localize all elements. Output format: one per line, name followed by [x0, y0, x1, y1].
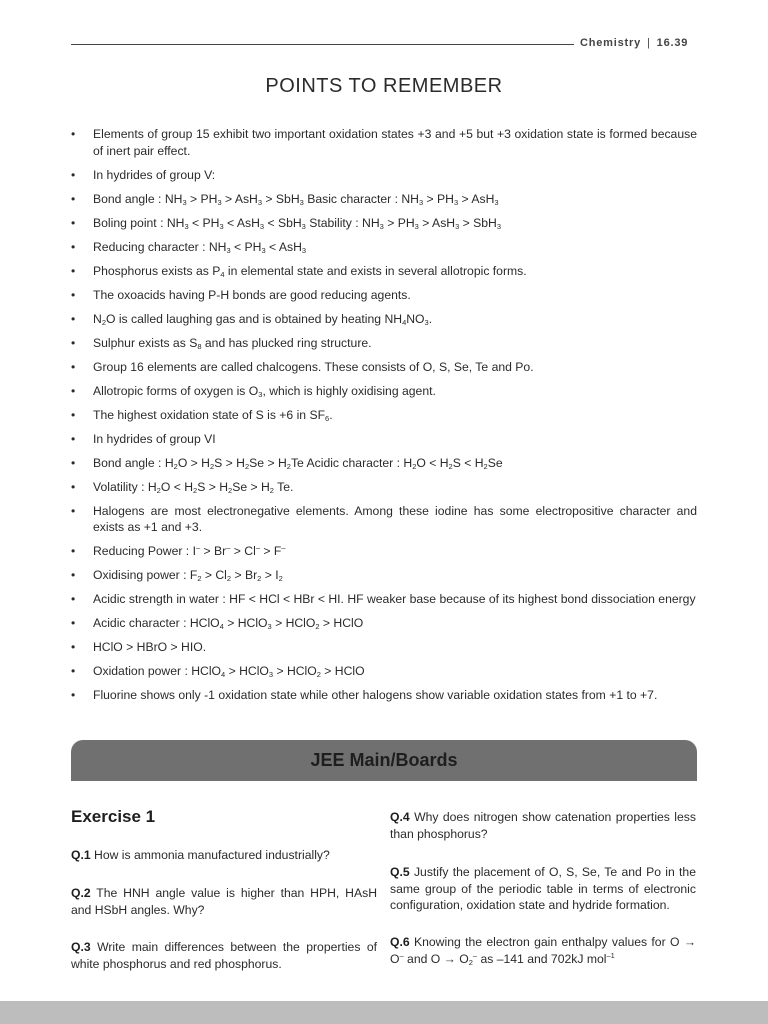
bullet-item: • Group 16 elements are called chalcogens. These consists of O, S, Se, Te and Po. [71, 359, 534, 374]
footer-bar [0, 1001, 768, 1024]
question-label: Q.2 [71, 886, 91, 900]
bullet-item: • $N_2O$ is called laughing gas and is obtained by heating $NH_4NO_3$. [71, 311, 433, 327]
bullet-item: • Elements of group 15 exhibit two important oxidation states +3 and +5 but +3 oxidation state is formed because of inert pair effect. [71, 127, 697, 158]
section-band [71, 740, 697, 781]
section-band-title: JEE Main/Boards [310, 750, 458, 770]
bullet-icon: • [71, 455, 76, 470]
bullet-icon: • [71, 592, 76, 606]
page-title: POINTS TO REMEMBER [265, 75, 503, 97]
question-text: Write main differences between the properties of white phosphorus and red phosphorus. [71, 940, 377, 971]
bullet-icon: • [71, 568, 76, 582]
bullet-icon: • [71, 407, 76, 422]
exercise-heading: Exercise 1 [71, 807, 156, 826]
bullet-item: • Oxidising power : $F_2 > Cl_2 > Br_2 > I_2$ [71, 568, 283, 583]
bullet-icon: • [71, 215, 76, 230]
question-1 [71, 847, 377, 864]
bullet-icon: • [71, 359, 76, 374]
bullet-icon: • [71, 287, 76, 302]
header-separator: | [647, 37, 651, 49]
question-6 [390, 934, 696, 967]
header-subject: Chemistry [580, 37, 641, 49]
bullet-item: • Boling point : $NH_3 < PH_3 < AsH_3 < SbH_3$ Stability : $NH_3 > PH_3 > AsH_3 > SbH_3$ [71, 215, 502, 231]
bullet-icon: • [71, 688, 76, 702]
header-rule [71, 44, 574, 45]
points-list [71, 126, 697, 711]
bullet-item: • Allotropic forms of oxygen is $O_3$, which is highly oxidising agent. [71, 383, 436, 399]
question-label: Q.1 [71, 848, 91, 862]
question-text: Justify the placement of O, S, Se, Te and Po in the same group of the periodic table in terms of electronic configuration, oxidation state and hydride formation. [390, 865, 696, 912]
running-header [580, 37, 688, 49]
bullet-icon: • [71, 239, 76, 254]
bullet-item: • Reducing Power : I– > Br– > Cl– > F– [71, 543, 286, 558]
question-label: Q.5 [390, 865, 410, 879]
bullet-item: • Reducing character : $NH_3 < PH_3 < AsH_3$ [71, 239, 307, 255]
bullet-item: • In hydrides of group VI [71, 431, 216, 446]
bullet-icon: • [71, 311, 76, 326]
question-2 [71, 885, 377, 918]
bullet-icon: • [71, 431, 76, 446]
question-text: Knowing the electron gain enthalpy values for O → O– and $O \to O_2^-$ as –141 and 702kJ mol$^{-1}$ [390, 935, 696, 967]
bullet-icon: • [71, 335, 76, 350]
bullet-icon: • [71, 664, 76, 678]
bullet-item: • The oxoacids having P-H bonds are good reducing agents. [71, 287, 411, 302]
question-4 [390, 809, 696, 842]
bullet-icon: • [71, 383, 76, 398]
bullet-item: • Halogens are most electronegative elements. Among these iodine has some electropositive character and exists as +1 and +3. [71, 503, 697, 534]
bullet-icon: • [71, 191, 76, 206]
bullet-item: • Bond angle : $H_2O > H_2S > H_2Se > H_2Te$ Acidic character : $H_2O < H_2S < H_2Se$ [71, 455, 503, 471]
question-text: Why does nitrogen show catenation properties less than phosphorus? [390, 810, 696, 841]
question-label: Q.4 [390, 810, 410, 824]
bullet-item: • Sulphur exists as $S_8$ and has plucked ring structure. [71, 335, 372, 351]
bullet-item: • In hydrides of group V: [71, 167, 216, 182]
question-5 [390, 864, 696, 914]
bullet-icon: • [71, 263, 76, 278]
bullet-icon: • [71, 544, 76, 558]
bullet-item: • Oxidation power : HClO$_4$ > HClO$_3$ > HClO$_2$ > HClO [71, 664, 365, 679]
bullet-icon: • [71, 127, 76, 141]
question-label: Q.3 [71, 940, 91, 954]
bullet-item: • HClO > HBrO > HIO. [71, 640, 207, 654]
bullet-item: • The highest oxidation state of S is +6 in $SF_6$. [71, 407, 333, 423]
bullet-item: • Fluorine shows only -1 oxidation state while other halogens show variable oxidation states from +1 to +7. [71, 688, 658, 702]
bullet-icon: • [71, 640, 76, 654]
bullet-item: • Acidic strength in water : HF < HCl < HBr < HI. HF weaker base because of its highest bond dissociation energy [71, 592, 696, 606]
question-text: How is ammonia manufactured industrially? [90, 848, 330, 862]
bullet-icon: • [71, 479, 76, 494]
header-page-number: 16.39 [656, 37, 689, 49]
bullet-icon: • [71, 167, 76, 182]
question-label: Q.6 [390, 935, 410, 949]
question-text: The HNH angle value is higher than HPH, HAsH and HSbH angles. Why? [71, 886, 377, 917]
bullet-item: • Acidic character : HClO$_4$ > HClO$_3$ > HClO$_2$ > HClO [71, 616, 364, 631]
question-3 [71, 939, 377, 972]
bullet-item: • Phosphorus exists as $P_4$ in elemental state and exists in several allotropic forms. [71, 263, 527, 279]
bullet-icon: • [71, 503, 76, 518]
bullet-item: • Volatility : $H_2O < H_2S > H_2Se > H_2$ Te. [71, 479, 294, 495]
bullet-icon: • [71, 616, 76, 630]
bullet-item: • Bond angle : $NH_3 > PH_3 > AsH_3 > SbH_3$ Basic character : $NH_3 > PH_3 > AsH_3$ [71, 191, 499, 207]
